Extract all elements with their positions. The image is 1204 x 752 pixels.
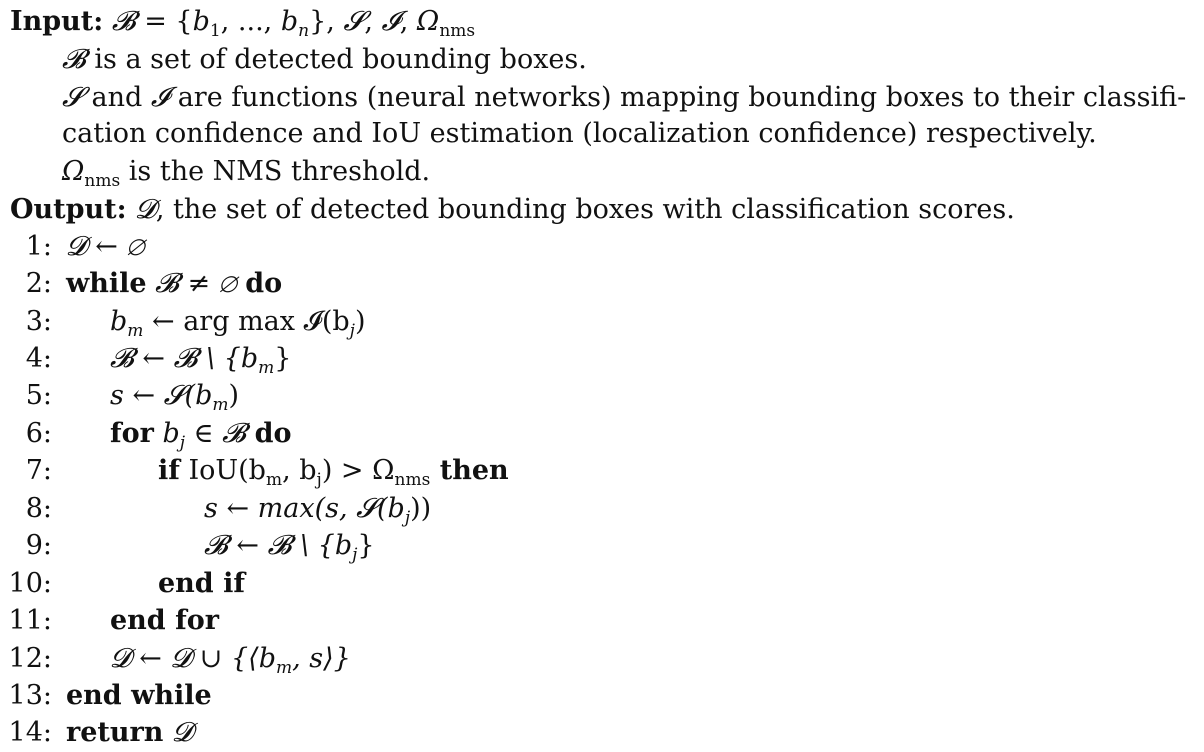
close-brace-text: }, [309, 6, 344, 37]
line-number: 1: [25, 231, 52, 262]
close-paren: ) [354, 306, 366, 337]
desc2-text: are functions (neural networks) mapping bounding boxes to their classifi- [169, 82, 1187, 113]
then-keyword: then [430, 455, 509, 486]
line-number: 13: [8, 680, 52, 711]
desc4-omega: Ω [62, 156, 85, 187]
step-2 [0, 266, 1204, 302]
j-subscript: j [404, 508, 411, 528]
omega-symbol: Ω [416, 6, 440, 37]
j-subscript: j [179, 433, 186, 453]
line-number: 12: [8, 643, 52, 674]
desc4-subscript: nms [84, 171, 121, 191]
while-keyword: while [66, 268, 147, 299]
close-tuple: , s⟩} [292, 643, 351, 674]
step-14 [0, 715, 1204, 751]
step-5-code [110, 378, 239, 414]
line-number: 14: [8, 717, 52, 748]
input-desc-4 [62, 154, 430, 190]
step-10 [0, 566, 1204, 602]
output-symbol: 𝓓 [135, 194, 156, 225]
bm-subscript: m [127, 321, 144, 341]
j-subscript: j [349, 321, 355, 341]
b1-subscript: 1 [209, 21, 221, 41]
output-label: Output: [10, 194, 127, 225]
step-14-code [66, 715, 193, 751]
S-symbol: 𝓢 [343, 6, 365, 37]
omega-subscript: nms [439, 21, 476, 41]
desc1-text: is a set of detected bounding boxes. [85, 44, 587, 75]
line-number: 2: [25, 268, 52, 299]
line-number: 5: [25, 380, 52, 411]
step-12-text: 𝓓 ← 𝓓 ∪ {⟨b [110, 643, 276, 674]
do-keyword: do [254, 418, 292, 449]
step-8-code [204, 491, 431, 527]
line-number: 9: [25, 530, 52, 561]
step-8-text: s ← max(s, 𝓢(b [204, 493, 405, 524]
argmax-text: ← arg max 𝓘(b [143, 306, 350, 337]
step-11 [0, 603, 1204, 639]
desc1-symbol: 𝓑 [62, 44, 86, 75]
step-12 [0, 641, 1204, 677]
close-paren: ) [228, 380, 240, 411]
m-subscript: m [258, 358, 275, 378]
end-while-keyword: end while [66, 680, 212, 711]
m-subscript: m [212, 395, 229, 415]
input-desc-2 [62, 80, 1186, 116]
step-12-code [110, 641, 351, 677]
nms-subscript: nms [394, 470, 431, 490]
line-number: 3: [25, 306, 52, 337]
desc4-text: is the NMS threshold. [120, 156, 431, 187]
set-B-symbol: 𝓑 [111, 6, 136, 37]
input-label: Input: [10, 6, 104, 37]
close-parens: )) [410, 493, 432, 524]
if-keyword: if [158, 455, 180, 486]
step-8 [0, 491, 1204, 527]
input-desc-3 [62, 116, 1097, 152]
step-4-text: 𝓑 ← 𝓑 \ {b [110, 343, 259, 374]
step-5 [0, 378, 1204, 414]
step-9-code [204, 528, 375, 564]
bn-symbol: b [280, 6, 299, 37]
while-condition: 𝓑 ≠ ∅ [146, 268, 246, 299]
bm-symbol: b [110, 306, 128, 337]
gt-omega-text: ) > Ω [321, 455, 395, 486]
step-4-code [110, 341, 291, 377]
step-3 [0, 304, 1204, 340]
desc2-symbol-S: 𝓢 [62, 82, 83, 113]
step-7-code [158, 453, 509, 489]
iou-text: IoU(b [179, 455, 266, 486]
j-subscript: j [352, 545, 358, 565]
m-subscript: m [265, 470, 283, 490]
line-number: 8: [25, 493, 52, 524]
step-9-text: 𝓑 ← 𝓑 \ {b [204, 530, 353, 561]
step-13-code [66, 678, 212, 714]
step-1-code [66, 229, 144, 265]
m-subscript: m [276, 658, 293, 678]
close-brace: } [357, 530, 375, 561]
end-for-keyword: end for [110, 605, 219, 636]
input-desc-1 [62, 42, 587, 78]
for-keyword: for [110, 418, 154, 449]
output-text: , the set of detected bounding boxes with classification scores. [155, 194, 1015, 225]
equals-text: = { [135, 6, 193, 37]
b1-symbol: b [192, 6, 210, 37]
bn-subscript: n [298, 21, 310, 41]
desc2-and: and [82, 82, 151, 113]
output-declaration [10, 192, 1015, 228]
line-number: 6: [25, 418, 52, 449]
line-number: 10: [8, 568, 52, 599]
desc2-symbol-I: 𝓘 [150, 82, 170, 113]
step-5-text: s ← 𝓢(b [110, 380, 213, 411]
desc3-text: cation confidence and IoU estimation (localization confidence) respectively. [62, 118, 1097, 149]
step-6 [0, 416, 1204, 452]
return-symbol: 𝓓 [163, 717, 193, 748]
do-keyword: do [245, 268, 283, 299]
step-13 [0, 678, 1204, 714]
input-declaration [10, 4, 475, 40]
step-10-code [158, 566, 245, 602]
step-2-code [66, 266, 282, 302]
I-symbol: 𝓘 [381, 6, 400, 37]
j-subscript: j [316, 470, 322, 490]
step-7 [0, 453, 1204, 489]
line-number: 4: [25, 343, 52, 374]
line-number: 7: [25, 455, 52, 486]
line-number: 11: [8, 605, 52, 636]
step-4 [0, 341, 1204, 377]
step-1 [0, 229, 1204, 265]
bj-symbol: b [153, 418, 180, 449]
dots-text: , ..., [220, 6, 281, 37]
step-9 [0, 528, 1204, 564]
comma-1: , [364, 6, 382, 37]
step-1-text: 𝓓 ← ∅ [66, 231, 145, 262]
step-3-code [110, 304, 366, 340]
step-11-code [110, 603, 219, 639]
step-6-code [110, 416, 291, 452]
return-keyword: return [66, 717, 164, 748]
close-brace: } [274, 343, 292, 374]
comma-b-text: , b [282, 455, 317, 486]
comma-2: , [399, 6, 417, 37]
in-B-text: ∈ 𝓑 [185, 418, 255, 449]
end-if-keyword: end if [158, 568, 245, 599]
